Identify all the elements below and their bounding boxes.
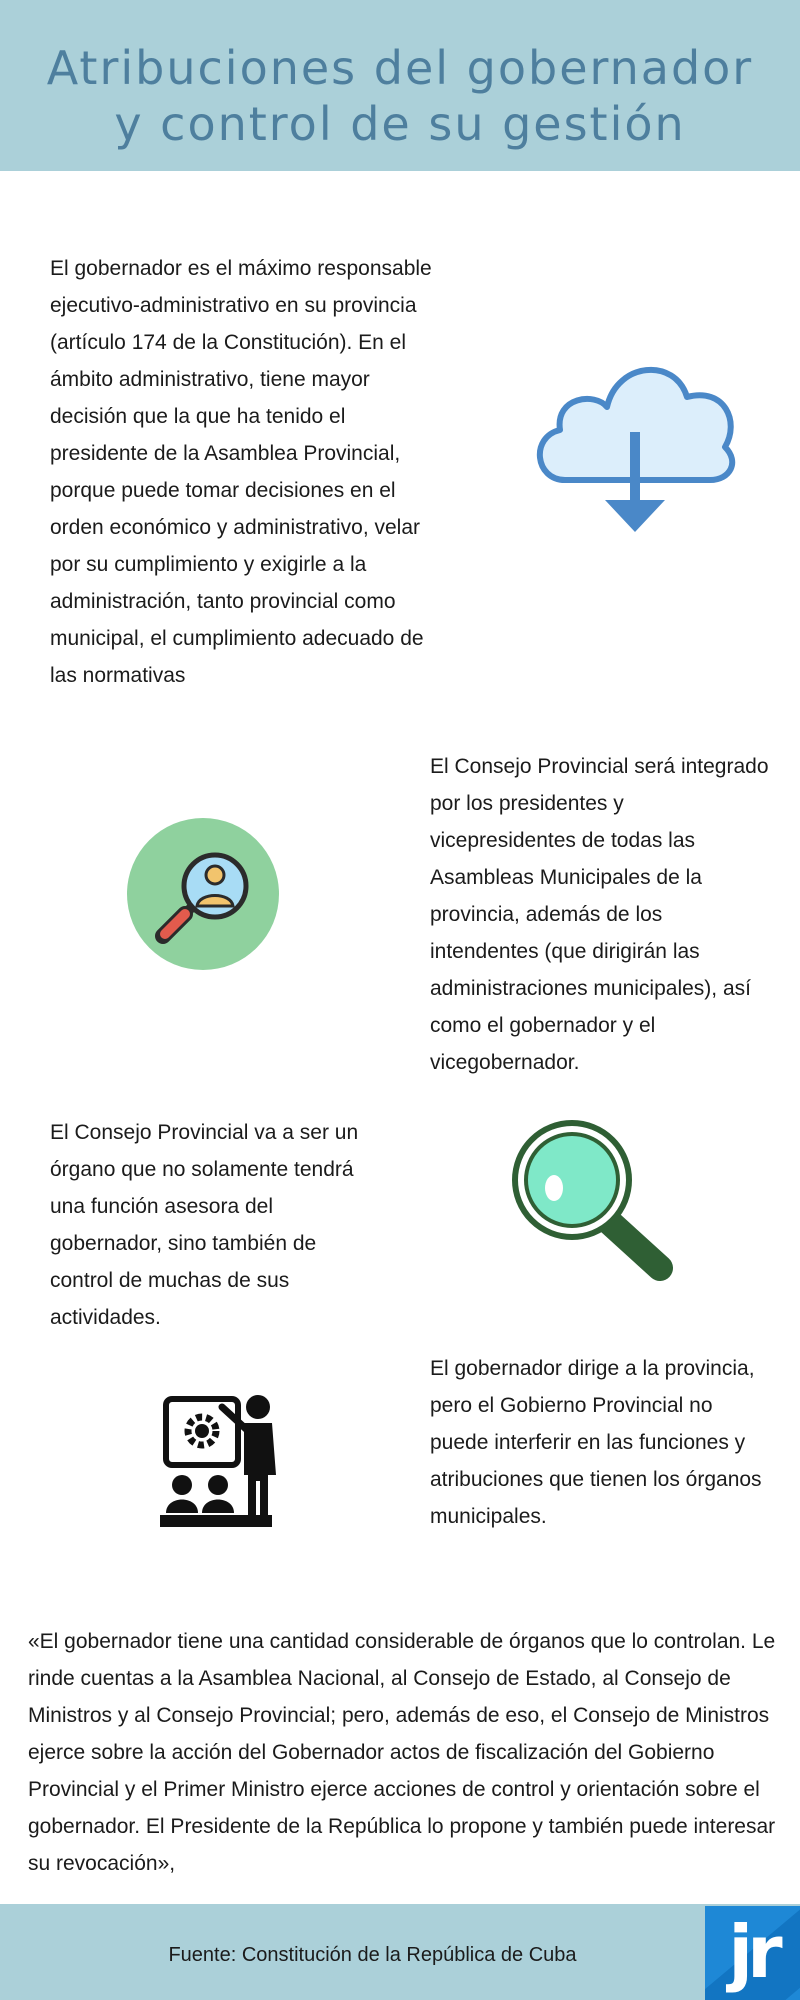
logo-text: jr xyxy=(728,1910,777,1994)
section-2-text: El Consejo Provincial será integrado por los presidentes y vicepresidentes de todas las Asambleas Municipales de la provincia, además de los intendentes (que dirigirán las administraciones municipales), así como el gobernador y el vicegobernador. xyxy=(430,755,769,1074)
search-user-icon xyxy=(127,818,279,970)
presenter-icon xyxy=(160,1395,285,1535)
section-4-text: El gobernador dirige a la provincia, pero el Gobierno Provincial no puede interferir en las funciones y atribuciones que tienen los órganos municipales. xyxy=(430,1357,762,1528)
page-title xyxy=(0,40,800,152)
magnifier-icon xyxy=(510,1118,675,1283)
title-line-2: y control de su gestión xyxy=(114,97,686,151)
cloud-download-icon xyxy=(525,352,745,537)
section-3-text: El Consejo Provincial va a ser un órgano que no solamente tendrá una función asesora del gobernador, sino también de control de muchas de sus actividades. xyxy=(50,1121,359,1329)
jr-logo xyxy=(705,1906,800,2000)
quote-text: «El gobernador tiene una cantidad considerable de órganos que lo controlan. Le rinde cuentas a la Asamblea Nacional, al Consejo de Estado, al Consejo de Ministros y al Consejo Provincial; pero, además de eso, el Consejo de Ministros ejerce sobre la acción del Gobernador actos de fiscalización del Gobierno Provincial y el Primer Ministro ejerce acciones de control y orientación sobre el gobernador. El Presidente de la República lo propone y también puede interesar su revocación», xyxy=(28,1630,776,1875)
section-1-text: El gobernador es el máximo responsable ejecutivo-administrativo en su provincia (artículo 174 de la Constitución). En el ámbito administrativo, tiene mayor decisión que la que ha tenido el presidente de la Asamblea Provincial, porque puede tomar decisiones en el orden económico y administrativo, velar por su cumplimiento y exigirle a la administración, tanto provincial como municipal, el cumplimiento adecuado de las normativas xyxy=(50,257,432,687)
source-text: Fuente: Constitución de la República de Cuba xyxy=(168,1944,577,1966)
title-line-1: Atribuciones del gobernador xyxy=(46,41,754,95)
